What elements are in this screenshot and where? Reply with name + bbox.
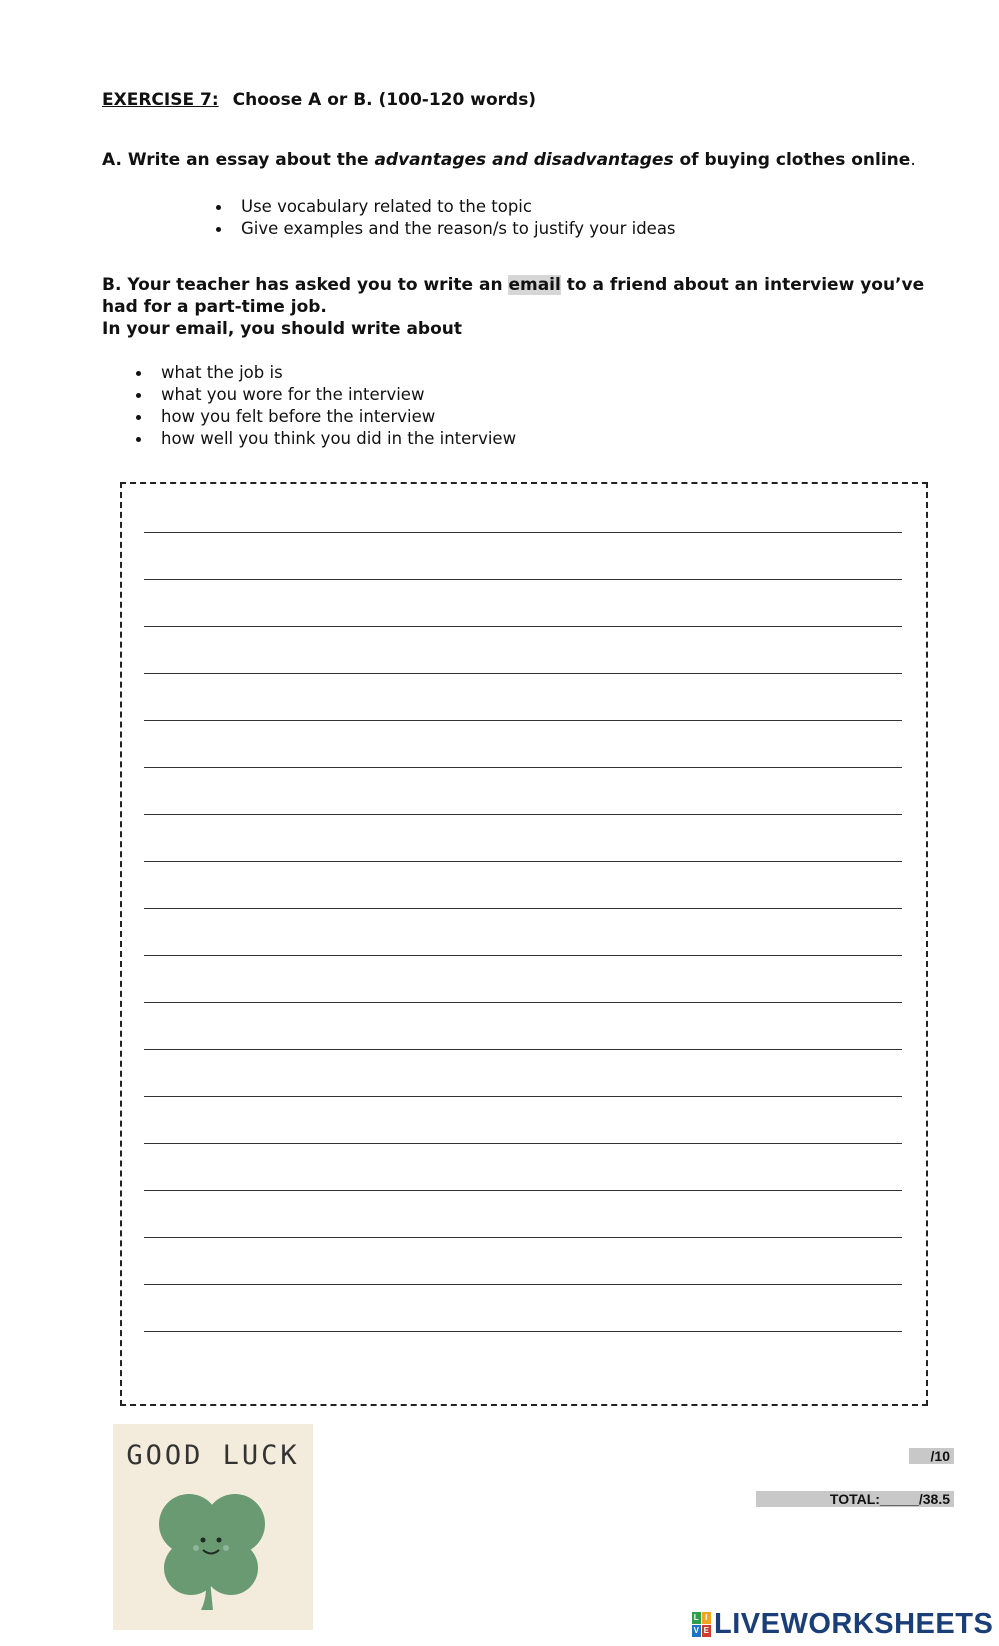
writing-line (144, 673, 902, 674)
option-b-prompt (102, 274, 962, 340)
writing-line (144, 1190, 902, 1191)
writing-line (144, 1237, 902, 1238)
exercise-title (102, 90, 536, 110)
writing-line (144, 908, 902, 909)
option-a-emphasis: advantages and disadvantages (374, 150, 674, 170)
writing-line (144, 1284, 902, 1285)
writing-line (144, 626, 902, 627)
writing-line (144, 1096, 902, 1097)
logo-letter: E (703, 1626, 710, 1635)
list-item: how well you think you did in the interview (161, 429, 517, 448)
writing-line (144, 579, 902, 580)
logo-mark-icon (692, 1612, 711, 1637)
writing-frame[interactable] (120, 482, 928, 1406)
option-b-prefix: B. Your teacher has asked you to write an (102, 275, 509, 295)
writing-line (144, 1049, 902, 1050)
writing-line (144, 767, 902, 768)
writing-line (144, 1002, 902, 1003)
clover-icon (113, 1424, 313, 1630)
logo-letter: L (693, 1613, 700, 1622)
writing-line (144, 861, 902, 862)
logo-text: LIVEWORKSHEETS (714, 1608, 994, 1640)
score-box: /10 (909, 1448, 954, 1464)
list-item: Give examples and the reason/s to justify your ideas (241, 219, 676, 238)
list-item: Use vocabulary related to the topic (241, 196, 676, 218)
writing-line (144, 955, 902, 956)
option-a-prefix: A. Write an essay about the (102, 150, 375, 170)
good-luck-text: GOOD LUCK (126, 1440, 300, 1471)
list-item: how you felt before the interview (161, 406, 516, 428)
writing-line (144, 720, 902, 721)
writing-line (144, 814, 902, 815)
writing-line (144, 532, 902, 533)
writing-line (144, 1143, 902, 1144)
good-luck-card (113, 1424, 313, 1630)
option-b-line2: In your email, you should write about (102, 319, 462, 339)
option-a-bullets (241, 196, 676, 240)
option-b-bullets (161, 362, 516, 450)
option-a-end: . (910, 150, 916, 170)
option-a-suffix: of buying clothes online (673, 150, 911, 170)
total-box: TOTAL:_____/38.5 (756, 1491, 954, 1507)
option-a-prompt (102, 150, 916, 170)
exercise-instruction: Choose A or B. (100-120 words) (232, 90, 537, 110)
logo-letter: I (702, 1612, 711, 1624)
logo-letter: V (693, 1626, 700, 1635)
exercise-label: EXERCISE 7: (102, 90, 219, 110)
option-b-highlight: email (508, 275, 561, 295)
liveworksheets-logo (692, 1608, 993, 1641)
option-b-suffix: to a friend about an interview you’ve had for a part-time job. (102, 275, 925, 317)
writing-line (144, 1331, 902, 1332)
list-item: what you wore for the interview (161, 384, 516, 406)
list-item: what the job is (161, 362, 516, 384)
